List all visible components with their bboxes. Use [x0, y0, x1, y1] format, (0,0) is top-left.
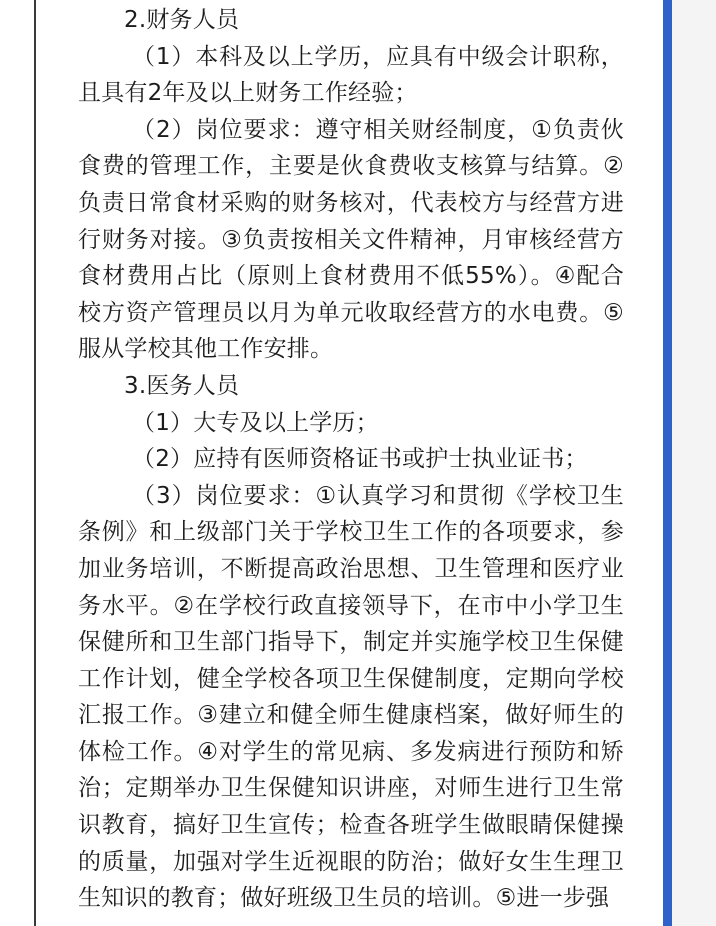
section-2-item-2: （2）岗位要求：遵守相关财经制度，①负责伙食费的管理工作，主要是伙食费收支核算与结算。②负责日常食材采购的财务核对，代表校方与经营方进行财务对接。③负责按相关文件精神，月审核经营方食材费用占比（原则上食材费用不低55%）。④配合校方资产管理员以月为单元收取经营方的水电费。⑤服从学校其他工作安排。 [78, 116, 624, 363]
section-2-heading: 2.财务人员 [124, 7, 240, 33]
left-border-line [34, 0, 36, 926]
section-3-heading: 3.医务人员 [124, 372, 240, 399]
vertical-scrollbar[interactable] [663, 0, 672, 926]
right-margin [672, 0, 716, 926]
section-3-item-2: （2）应持有医师资格证书或护士执业证书； [132, 446, 588, 473]
section-3-item-1: （1）大专及以上学历； [132, 409, 379, 436]
section-2-item-1: （1）本科及以上学历，应具有中级会计职称，且具有2年及以上财务工作经验； [78, 43, 624, 107]
section-3-item-3: （3）岗位要求：①认真学习和贯彻《学校卫生条例》和上级部门关于学校卫生工作的各项要求，参加业务培训，不断提高政治思想、卫生管理和医疗业务水平。②在学校行政直接领导下，在市中小学卫生保健所和卫生部门指导下，制定并实施学校卫生保健工作计划，健全学校各项卫生保健制度，定期向学校汇报工作。③建立和健全师生健康档案，做好师生的体检工作。④对学生的常见病、多发病进行预防和矫治；定期举办卫生保健知识讲座，对师生进行卫生常识教育，搞好卫生宣传；检查各班学生做眼睛保健操的质量，加强对学生近视眼的防治；做好女生生理卫生知识的教育；做好班级卫生员的培训。⑤进一步强 [78, 482, 624, 912]
document-body [78, 2, 624, 917]
